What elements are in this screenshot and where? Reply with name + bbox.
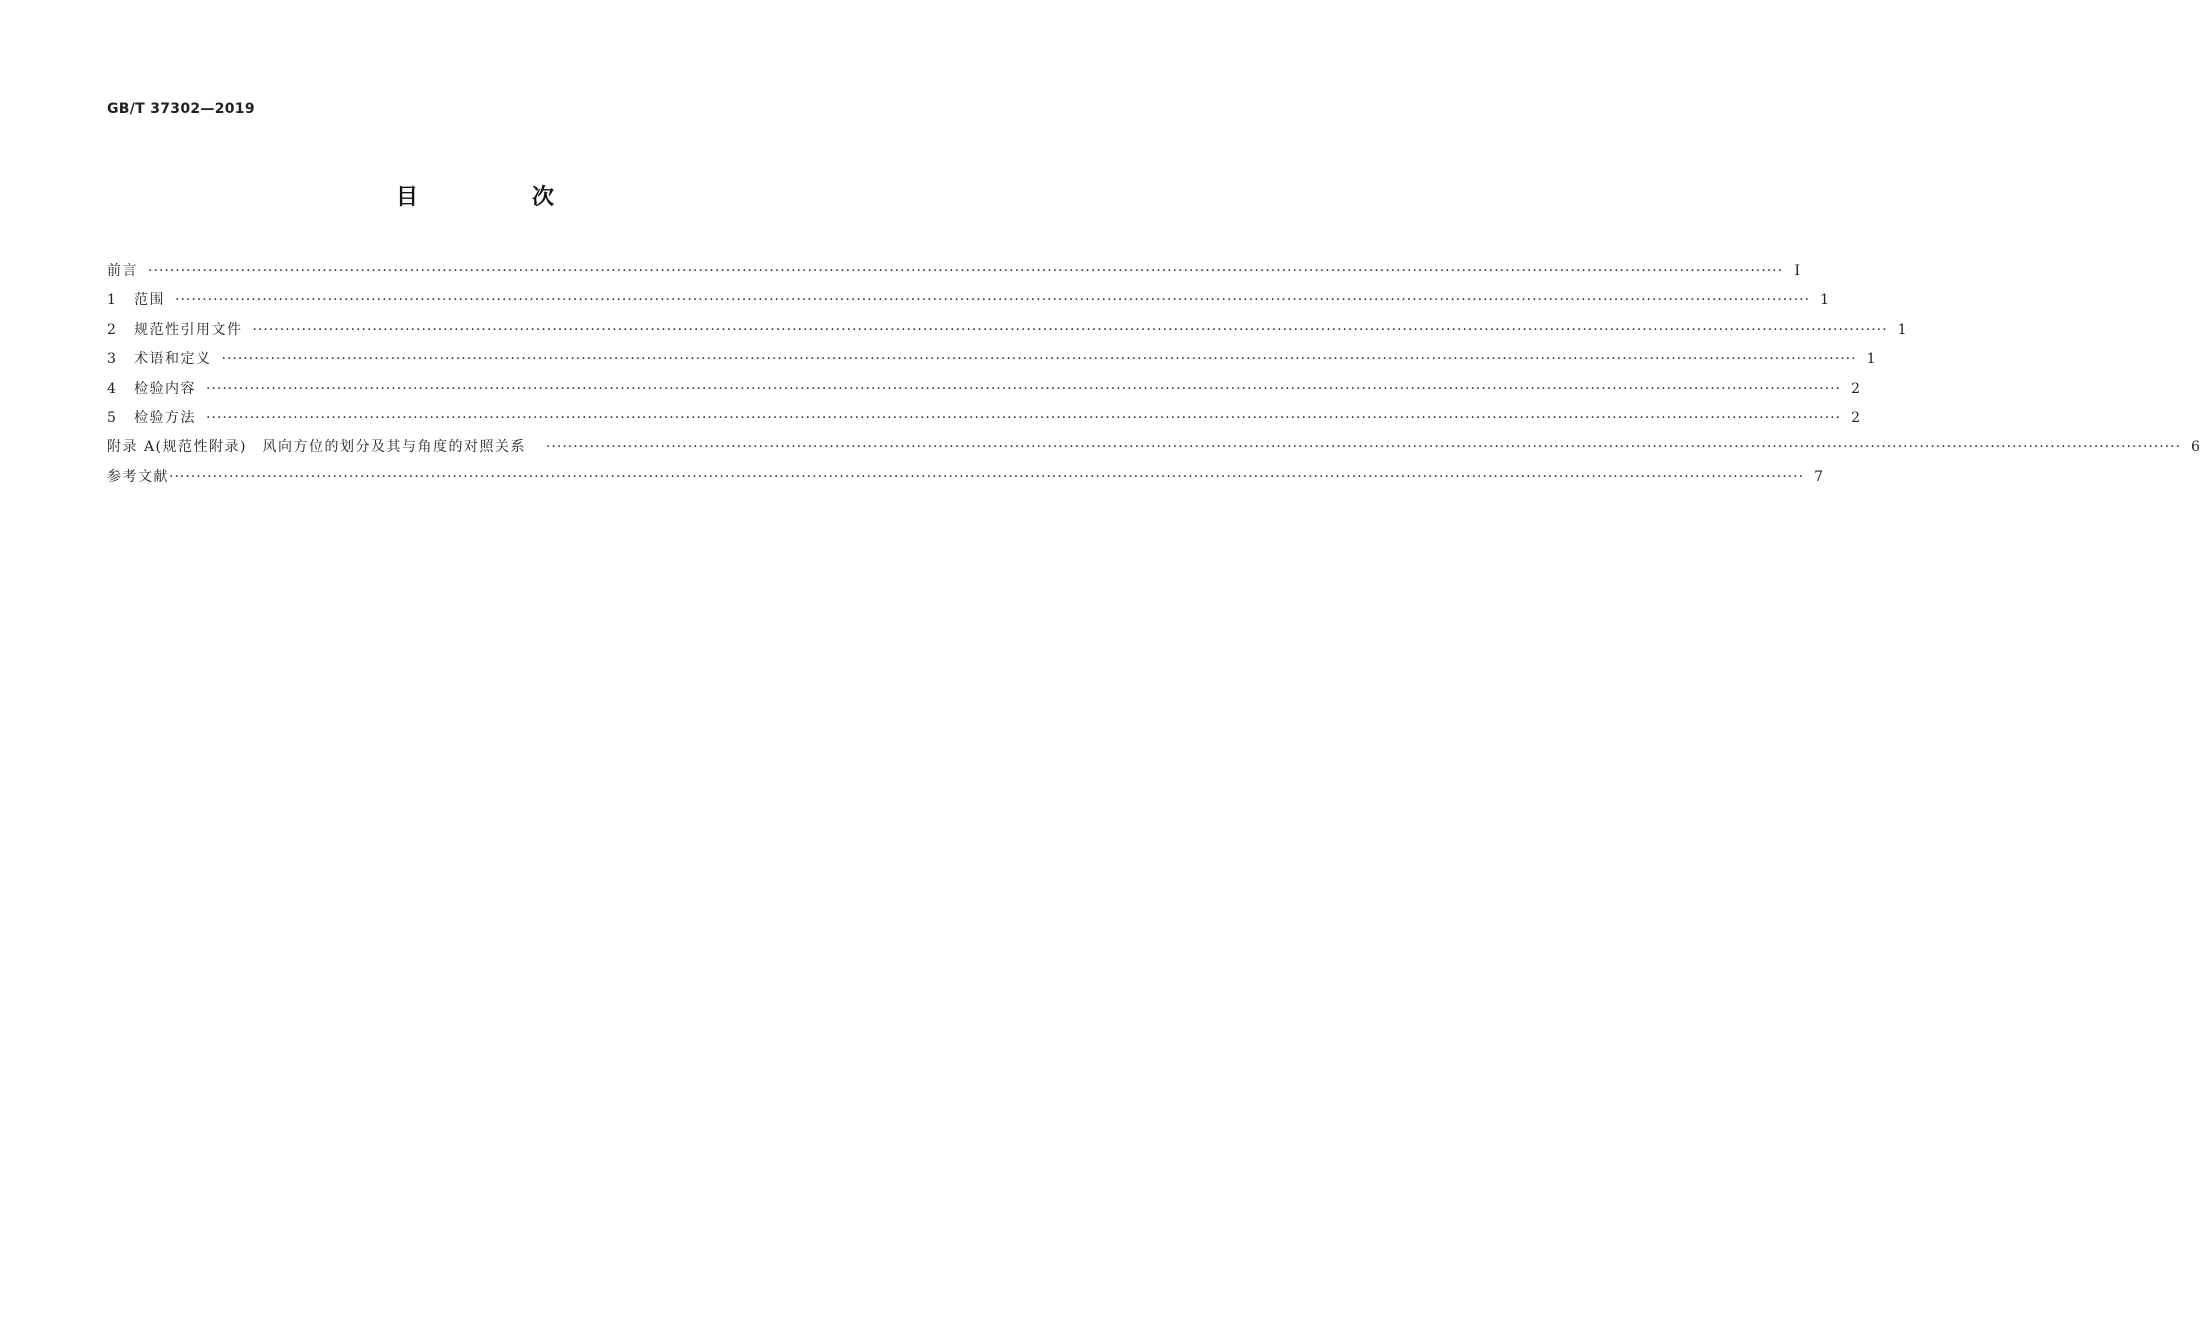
toc-entry-text: 前言: [107, 263, 138, 279]
table-of-contents: [107, 257, 2200, 492]
toc-entry-inspection-method[interactable]: [107, 404, 1860, 433]
toc-entry-text: 检验方法: [134, 409, 196, 426]
toc-leader-dots: ············································································································································································································································································································: [148, 263, 1784, 279]
toc-leader-dots: ············································································································································································································································································································: [206, 380, 1842, 397]
toc-entry-page: 2: [1851, 380, 1860, 397]
toc-entry-page: Ⅰ: [1794, 263, 1801, 279]
toc-entry-number: 2: [107, 321, 116, 338]
toc-entry-text: 范围: [134, 292, 165, 309]
toc-entry-text: 术语和定义: [134, 351, 212, 368]
toc-entry-page: 1: [1866, 351, 1876, 368]
toc-entry-text: 检验内容: [134, 380, 196, 397]
toc-entry-page: 1: [1897, 321, 1907, 338]
toc-title: 目 次: [395, 185, 600, 210]
toc-entry-number: 4: [107, 380, 116, 397]
toc-leader-dots: ············································································································································································································································································································: [175, 292, 1811, 309]
toc-entry-page: 2: [1851, 409, 1860, 426]
toc-entry-scope[interactable]: [107, 286, 1829, 315]
toc-entry-page: 1: [1820, 292, 1829, 309]
toc-entry-number: 3: [107, 351, 116, 368]
toc-entry-page: 7: [1814, 468, 1823, 485]
toc-entry-inspection-content[interactable]: [107, 375, 1860, 404]
toc-entry-terms-definitions[interactable]: [107, 345, 1876, 374]
toc-entry-normative-references[interactable]: [107, 316, 1907, 345]
toc-entry-text: 参考文献: [107, 468, 169, 485]
toc-leader-dots: ············································································································································································································································································································: [206, 409, 1842, 426]
toc-entry-annex-a[interactable]: [107, 433, 2200, 462]
toc-entry-number: 5: [107, 409, 116, 426]
toc-entry-text: 规范性引用文件: [134, 321, 243, 338]
toc-entry-text: 附录 A(规范性附录) 风向方位的划分及其与角度的对照关系: [107, 439, 526, 456]
toc-leader-dots: ············································································································································································································································································································: [169, 468, 1805, 485]
toc-leader-dots: ············································································································································································································································································································: [221, 351, 1857, 368]
toc-entry-foreword[interactable]: [107, 257, 1801, 286]
toc-entry-bibliography[interactable]: [107, 463, 1823, 492]
toc-leader-dots: ············································································································································································································································································································: [252, 321, 1888, 338]
toc-entry-number: 1: [107, 292, 116, 309]
standard-code-header: GB/T 37302—2019: [107, 101, 255, 117]
toc-leader-dots: ············································································································································································································································································································: [545, 439, 2182, 456]
toc-entry-page: 6: [2191, 439, 2200, 456]
